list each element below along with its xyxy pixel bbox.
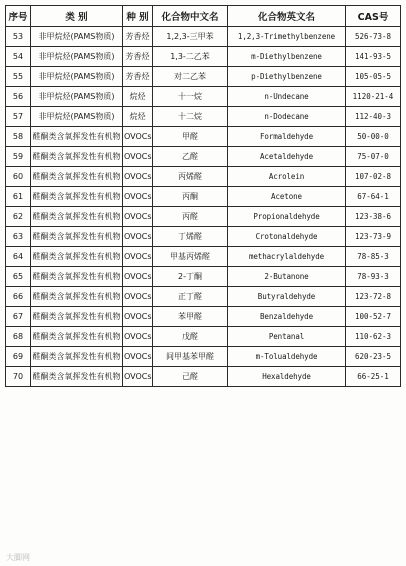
cell-type: OVOCs — [123, 307, 153, 327]
cell-index: 70 — [6, 367, 31, 387]
cell-cas: 141-93-5 — [346, 47, 401, 67]
cell-cas: 78-93-3 — [346, 267, 401, 287]
cell-english-name: Acrolein — [228, 167, 346, 187]
cell-index: 68 — [6, 327, 31, 347]
header-index: 序号 — [6, 6, 31, 27]
cell-category: 醛酮类含氧挥发性有机物 — [31, 227, 123, 247]
cell-chinese-name: 己醛 — [153, 367, 228, 387]
cell-index: 64 — [6, 247, 31, 267]
cell-english-name: Pentanal — [228, 327, 346, 347]
cell-type: OVOCs — [123, 287, 153, 307]
table-row — [6, 107, 401, 127]
cell-index: 58 — [6, 127, 31, 147]
cell-chinese-name: 1,3-二乙苯 — [153, 47, 228, 67]
cell-english-name: Hexaldehyde — [228, 367, 346, 387]
cell-english-name: Butyraldehyde — [228, 287, 346, 307]
cell-category: 醛酮类含氧挥发性有机物 — [31, 287, 123, 307]
cell-cas: 78-85-3 — [346, 247, 401, 267]
cell-index: 53 — [6, 27, 31, 47]
cell-chinese-name: 苯甲醛 — [153, 307, 228, 327]
cell-cas: 123-72-8 — [346, 287, 401, 307]
watermark: 大脚网 — [6, 553, 30, 562]
cell-english-name: m-Diethylbenzene — [228, 47, 346, 67]
cell-cas: 75-07-0 — [346, 147, 401, 167]
cell-type: OVOCs — [123, 187, 153, 207]
cell-english-name: Crotonaldehyde — [228, 227, 346, 247]
table-row — [6, 307, 401, 327]
cell-chinese-name: 正丁醛 — [153, 287, 228, 307]
cell-type: OVOCs — [123, 267, 153, 287]
header-type: 种 别 — [123, 6, 153, 27]
cell-english-name: methacrylaldehyde — [228, 247, 346, 267]
cell-category: 醛酮类含氧挥发性有机物 — [31, 187, 123, 207]
cell-index: 66 — [6, 287, 31, 307]
cell-chinese-name: 十二烷 — [153, 107, 228, 127]
cell-english-name: 1,2,3-Trimethylbenzene — [228, 27, 346, 47]
cell-type: OVOCs — [123, 247, 153, 267]
cell-category: 醛酮类含氧挥发性有机物 — [31, 367, 123, 387]
table-row — [6, 167, 401, 187]
cell-index: 61 — [6, 187, 31, 207]
cell-index: 62 — [6, 207, 31, 227]
cell-cas: 110-62-3 — [346, 327, 401, 347]
cell-chinese-name: 对二乙苯 — [153, 67, 228, 87]
cell-category: 醛酮类含氧挥发性有机物 — [31, 327, 123, 347]
table-row — [6, 187, 401, 207]
cell-type: OVOCs — [123, 167, 153, 187]
cell-type: OVOCs — [123, 207, 153, 227]
cell-category: 醛酮类含氧挥发性有机物 — [31, 247, 123, 267]
header-english-name: 化合物英文名 — [228, 6, 346, 27]
table-row — [6, 287, 401, 307]
cell-cas: 112-40-3 — [346, 107, 401, 127]
cell-english-name: n-Undecane — [228, 87, 346, 107]
cell-index: 60 — [6, 167, 31, 187]
cell-type: OVOCs — [123, 347, 153, 367]
compound-table — [5, 5, 401, 387]
cell-category: 醛酮类含氧挥发性有机物 — [31, 347, 123, 367]
cell-chinese-name: 乙醛 — [153, 147, 228, 167]
cell-category: 醛酮类含氧挥发性有机物 — [31, 307, 123, 327]
cell-cas: 67-64-1 — [346, 187, 401, 207]
cell-chinese-name: 甲醛 — [153, 127, 228, 147]
cell-type: 烷烃 — [123, 107, 153, 127]
cell-cas: 100-52-7 — [346, 307, 401, 327]
cell-index: 67 — [6, 307, 31, 327]
cell-cas: 105-05-5 — [346, 67, 401, 87]
cell-chinese-name: 间甲基苯甲醛 — [153, 347, 228, 367]
cell-type: 芳香烃 — [123, 47, 153, 67]
cell-english-name: Benzaldehyde — [228, 307, 346, 327]
cell-chinese-name: 丙醛 — [153, 207, 228, 227]
table-row — [6, 267, 401, 287]
table-row — [6, 247, 401, 267]
cell-index: 55 — [6, 67, 31, 87]
cell-english-name: m-Tolualdehyde — [228, 347, 346, 367]
table-row — [6, 47, 401, 67]
cell-chinese-name: 1,2,3-三甲苯 — [153, 27, 228, 47]
cell-index: 56 — [6, 87, 31, 107]
cell-category: 非甲烷烃(PAMS物质) — [31, 87, 123, 107]
cell-category: 非甲烷烃(PAMS物质) — [31, 47, 123, 67]
table-body — [6, 27, 401, 387]
cell-type: 烷烃 — [123, 87, 153, 107]
table-row — [6, 27, 401, 47]
cell-type: OVOCs — [123, 227, 153, 247]
cell-chinese-name: 丙酮 — [153, 187, 228, 207]
cell-index: 54 — [6, 47, 31, 67]
cell-category: 醛酮类含氧挥发性有机物 — [31, 267, 123, 287]
cell-english-name: 2-Butanone — [228, 267, 346, 287]
cell-type: 芳香烃 — [123, 27, 153, 47]
cell-cas: 107-02-8 — [346, 167, 401, 187]
cell-chinese-name: 2-丁酮 — [153, 267, 228, 287]
cell-cas: 1120-21-4 — [346, 87, 401, 107]
cell-type: 芳香烃 — [123, 67, 153, 87]
cell-index: 63 — [6, 227, 31, 247]
cell-english-name: Propionaldehyde — [228, 207, 346, 227]
cell-cas: 123-73-9 — [346, 227, 401, 247]
cell-english-name: Acetaldehyde — [228, 147, 346, 167]
cell-type: OVOCs — [123, 127, 153, 147]
cell-cas: 526-73-8 — [346, 27, 401, 47]
cell-category: 非甲烷烃(PAMS物质) — [31, 107, 123, 127]
cell-category: 醛酮类含氧挥发性有机物 — [31, 147, 123, 167]
table-row — [6, 327, 401, 347]
cell-english-name: n-Dodecane — [228, 107, 346, 127]
cell-category: 非甲烷烃(PAMS物质) — [31, 67, 123, 87]
cell-index: 65 — [6, 267, 31, 287]
cell-category: 醛酮类含氧挥发性有机物 — [31, 207, 123, 227]
cell-category: 醛酮类含氧挥发性有机物 — [31, 167, 123, 187]
table-row — [6, 227, 401, 247]
cell-type: OVOCs — [123, 367, 153, 387]
cell-cas: 620-23-5 — [346, 347, 401, 367]
cell-type: OVOCs — [123, 327, 153, 347]
cell-cas: 66-25-1 — [346, 367, 401, 387]
cell-index: 69 — [6, 347, 31, 367]
table-row — [6, 347, 401, 367]
header-category: 类 别 — [31, 6, 123, 27]
header-cas: CAS号 — [346, 6, 401, 27]
cell-english-name: p-Diethylbenzene — [228, 67, 346, 87]
header-chinese-name: 化合物中文名 — [153, 6, 228, 27]
cell-cas: 50-00-0 — [346, 127, 401, 147]
cell-chinese-name: 丁烯醛 — [153, 227, 228, 247]
cell-category: 非甲烷烃(PAMS物质) — [31, 27, 123, 47]
cell-cas: 123-38-6 — [346, 207, 401, 227]
cell-english-name: Acetone — [228, 187, 346, 207]
cell-chinese-name: 戊醛 — [153, 327, 228, 347]
table-header-row — [6, 6, 401, 27]
cell-index: 57 — [6, 107, 31, 127]
table-row — [6, 87, 401, 107]
cell-type: OVOCs — [123, 147, 153, 167]
cell-index: 59 — [6, 147, 31, 167]
table-row — [6, 147, 401, 167]
cell-chinese-name: 甲基丙烯醛 — [153, 247, 228, 267]
table-row — [6, 207, 401, 227]
table-row — [6, 127, 401, 147]
table-row — [6, 67, 401, 87]
cell-chinese-name: 十一烷 — [153, 87, 228, 107]
cell-chinese-name: 丙烯醛 — [153, 167, 228, 187]
cell-english-name: Formaldehyde — [228, 127, 346, 147]
table-row — [6, 367, 401, 387]
cell-category: 醛酮类含氧挥发性有机物 — [31, 127, 123, 147]
